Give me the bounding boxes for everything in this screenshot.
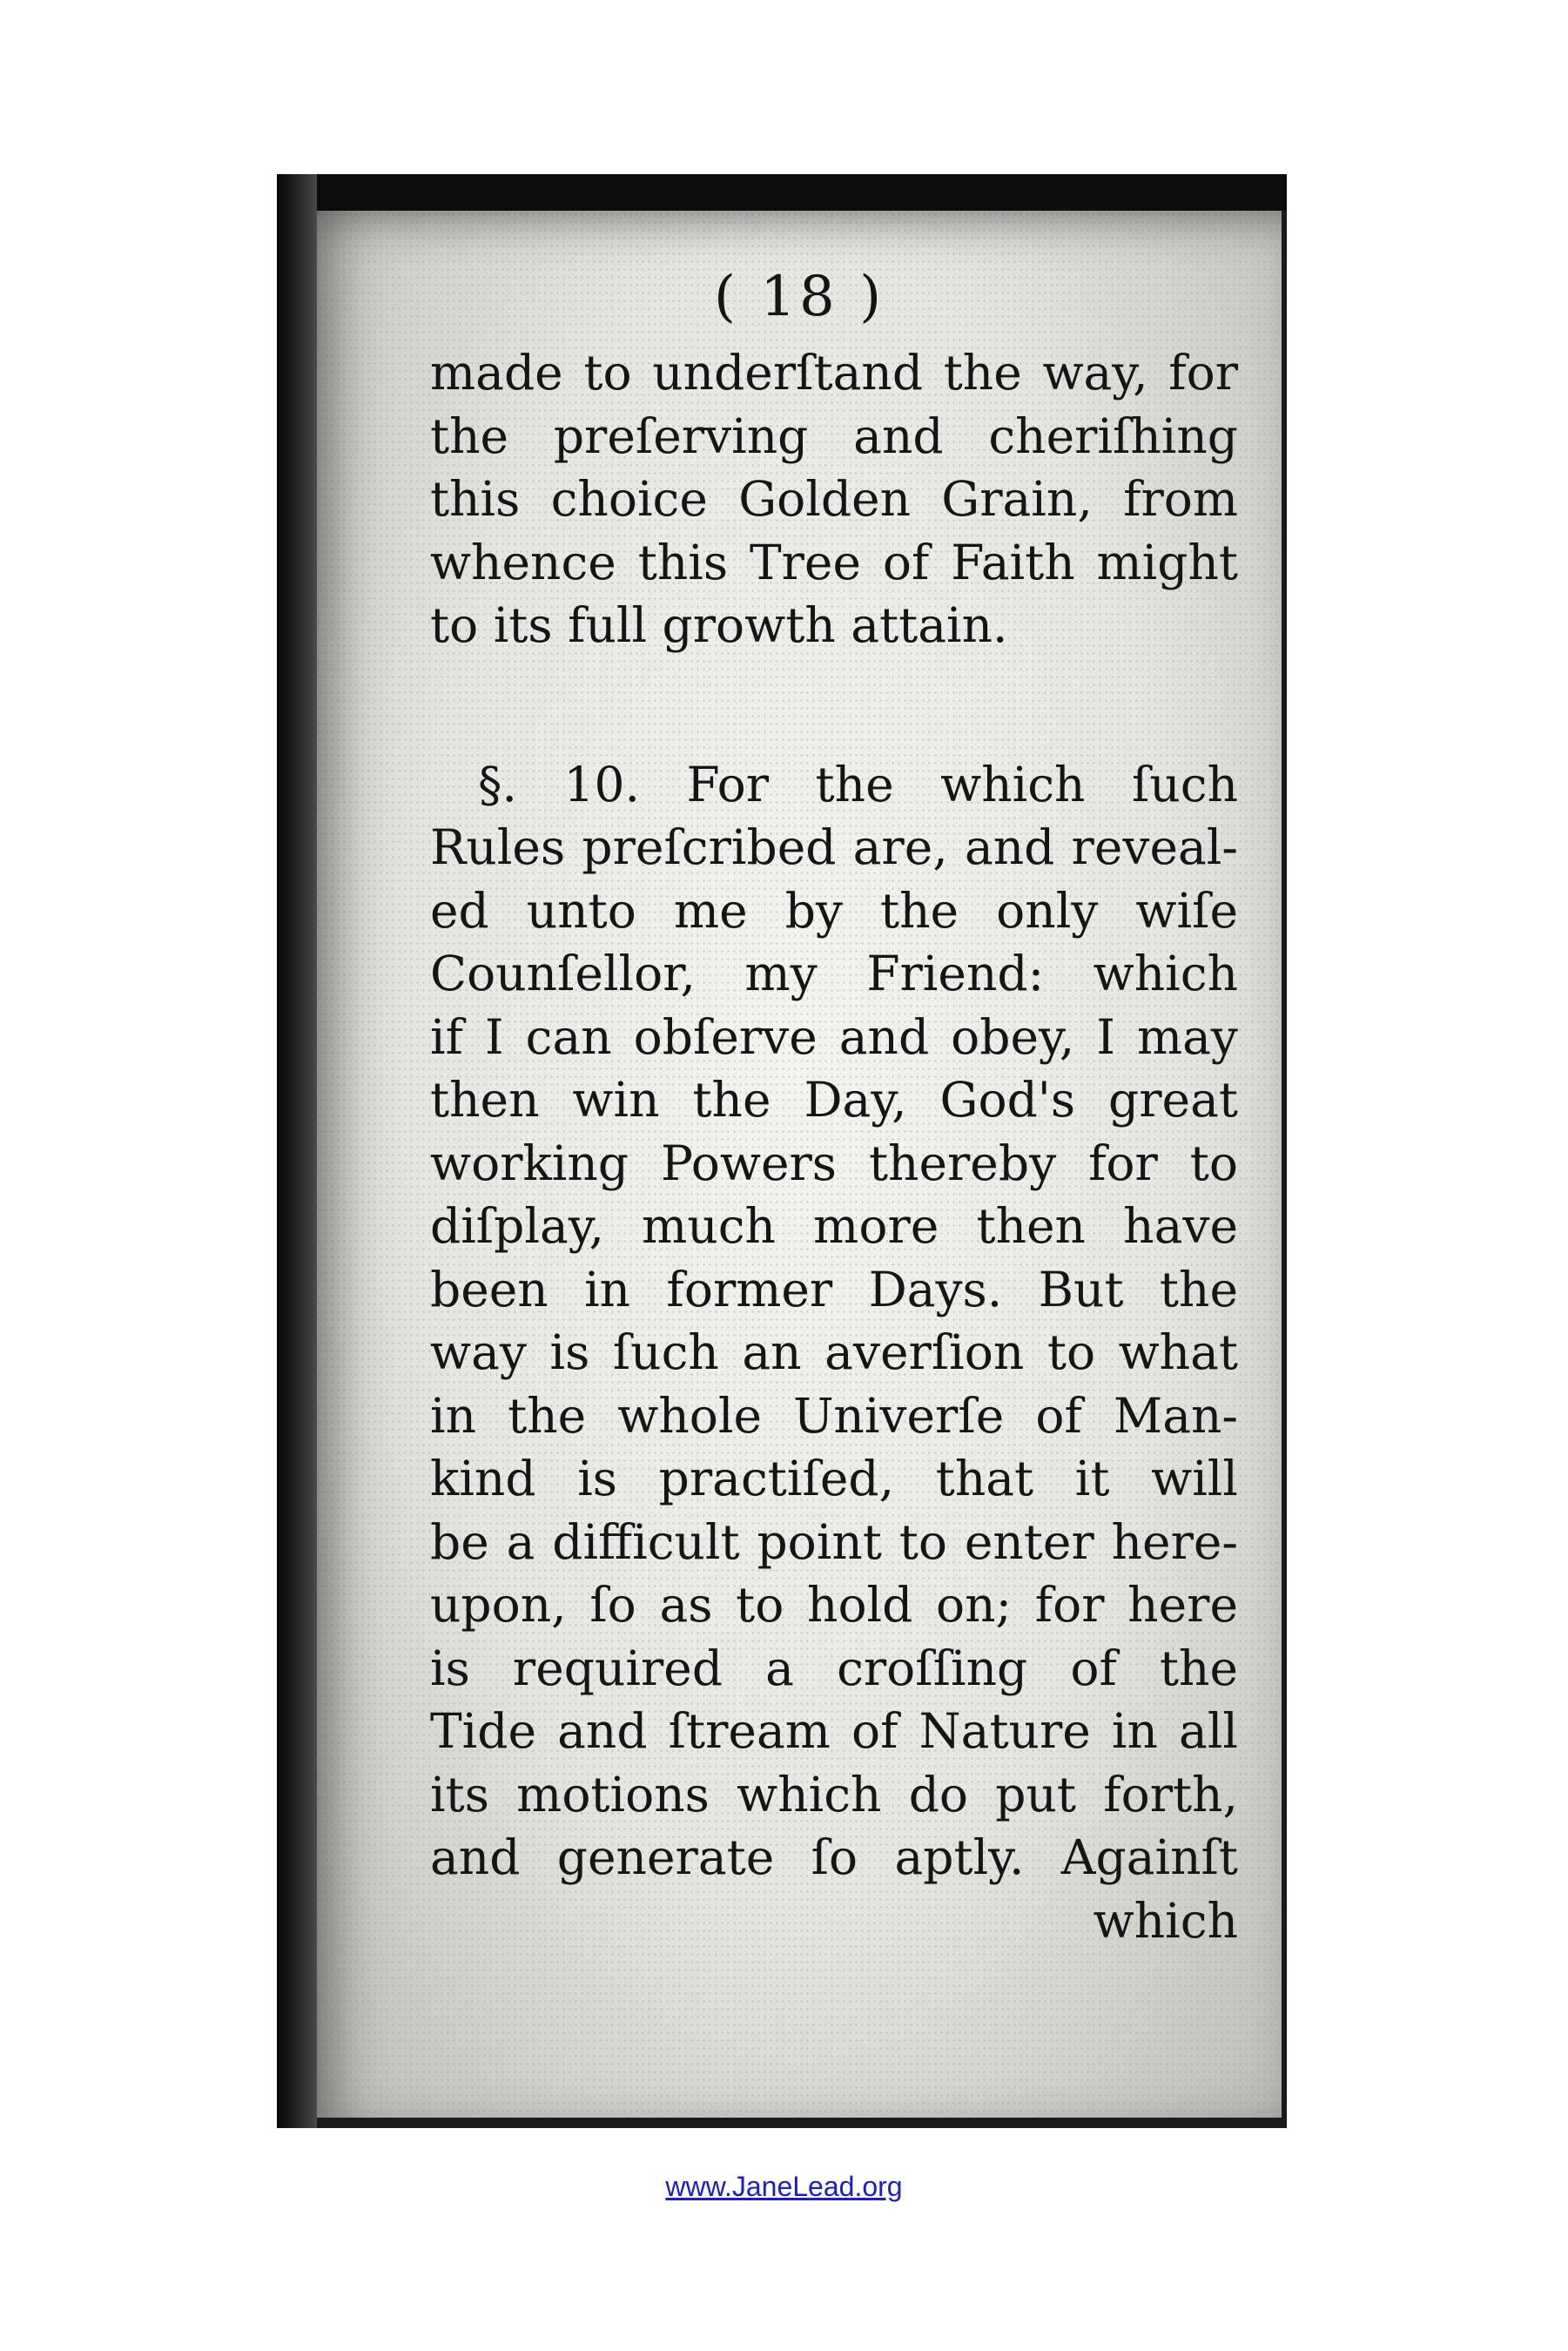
text-line: ed unto me by the only wiſe xyxy=(430,882,1238,939)
text-line: upon, ſo as to hold on; for here xyxy=(430,1577,1238,1633)
text-line: Counſellor, my Friend: which xyxy=(430,946,1238,1001)
page-text xyxy=(430,341,1238,1952)
page-number: ( 18 ) xyxy=(713,265,885,329)
text-line: been in former Days. But the xyxy=(430,1261,1238,1317)
text-line: is required a croſſing of the xyxy=(430,1640,1238,1696)
text-line: to its full growth attain. xyxy=(430,597,1008,653)
text-line: and generate ſo aptly. Againſt xyxy=(430,1829,1238,1885)
text-line: be a difficult point to enter here- xyxy=(430,1513,1238,1570)
section-heading-line: §. 10. For the which ſuch xyxy=(478,756,1238,812)
text-line: kind is practiſed, that it will xyxy=(430,1451,1238,1506)
text-line: way is ſuch an averſion to what xyxy=(430,1324,1238,1380)
text-line: the preſerving and cheriſhing xyxy=(430,408,1238,464)
text-line: working Powers thereby for to xyxy=(430,1135,1238,1191)
book-spine-shadow xyxy=(277,174,317,2128)
text-line: diſplay, much more then have xyxy=(430,1198,1238,1254)
text-line: if I can obſerve and obey, I may xyxy=(430,1008,1238,1065)
text-line: Rules preſcribed are, and reveal- xyxy=(430,819,1238,875)
text-line: then win the Day, God's great xyxy=(430,1072,1238,1128)
text-line: its motions which do put forth, xyxy=(430,1766,1238,1822)
paragraph-gap xyxy=(430,657,1238,753)
scan-top-border xyxy=(277,174,1287,211)
text-line: Tide and ſtream of Nature in all xyxy=(430,1703,1238,1759)
text-line: whence this Tree of Faith might xyxy=(430,534,1238,590)
catchword: which xyxy=(1093,1892,1238,1949)
text-line: this choice Golden Grain, from xyxy=(430,471,1238,527)
text-line: in the whole Univerſe of Man- xyxy=(430,1387,1238,1444)
scanned-page-image xyxy=(277,174,1287,2128)
text-line: made to underſtand the way, for xyxy=(430,345,1238,401)
book-page xyxy=(317,211,1282,2118)
website-link[interactable]: www.JaneLead.org xyxy=(665,2171,903,2202)
